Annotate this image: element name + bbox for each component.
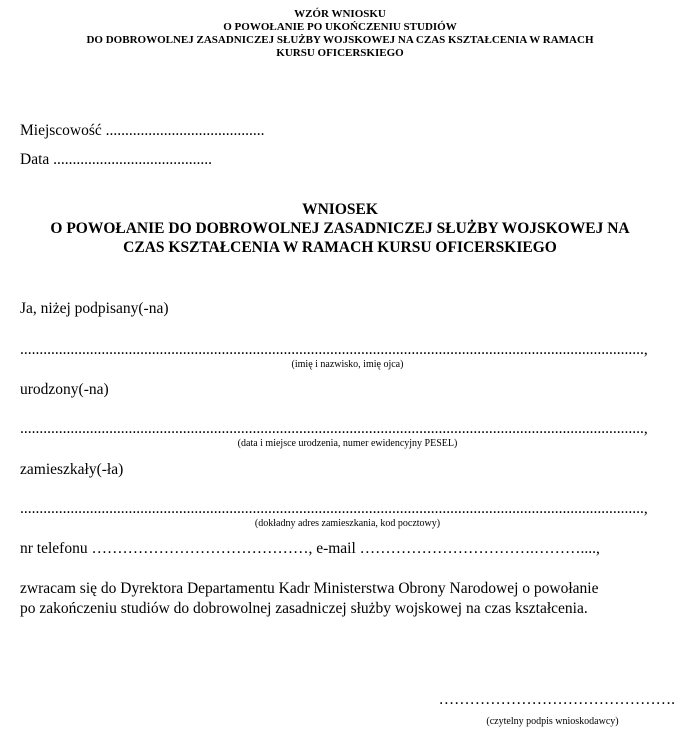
signature-line[interactable]: ………………………………………. (438, 691, 675, 708)
signature-caption: (czytelny podpis wnioskodawcy) (486, 716, 619, 727)
name-caption: (imię i nazwisko, imię ojca) (291, 359, 404, 370)
header-line-3: DO DOBROWOLNEJ ZASADNICZEJ SŁUŻBY WOJSKOWEJ NA CZAS KSZTAŁCENIA W RAMACH (86, 34, 594, 46)
born-label: urodzony(-na) (20, 381, 109, 398)
birth-input-line[interactable]: ................................................................................................................................................................., (20, 420, 648, 437)
contact-line[interactable]: nr telefonu ……………………………………, e-mail …………………………….………...., (20, 540, 600, 557)
date-field: Data ......................................... (20, 151, 213, 168)
title-line-3: CZAS KSZTAŁCENIA W RAMACH KURSU OFICERSKIEGO (123, 239, 557, 256)
header-line-4: KURSU OFICERSKIEGO (276, 47, 404, 59)
request-line-2: po zakończeniu studiów do dobrowolnej zasadniczej służby wojskowej na czas kształcenia. (20, 600, 588, 617)
request-line-1: zwracam się do Dyrektora Departamentu Kadr Ministerstwa Obrony Narodowej o powołanie (20, 580, 599, 597)
address-caption: (dokładny adres zamieszkania, kod pocztowy) (254, 518, 441, 529)
title-line-2: O POWOŁANIE DO DOBROWOLNEJ ZASADNICZEJ SŁUŻBY WOJSKOWEJ NA (50, 220, 630, 237)
birth-caption: (data i miejsce urodzenia, numer ewidencyjny PESEL) (237, 438, 458, 449)
header-line-2: O POWOŁANIE PO UKOŃCZENIU STUDIÓW (223, 21, 457, 33)
address-input-line[interactable]: ................................................................................................................................................................., (20, 500, 648, 517)
intro-text: Ja, niżej podpisany(-na) (20, 300, 169, 317)
resident-label: zamieszkały(-ła) (20, 461, 124, 478)
name-input-line[interactable]: ................................................................................................................................................................., (20, 341, 648, 358)
header-line-1: WZÓR WNIOSKU (294, 8, 386, 20)
title-line-1: WNIOSEK (302, 201, 378, 218)
place-field: Miejscowość ......................................... (20, 122, 265, 139)
